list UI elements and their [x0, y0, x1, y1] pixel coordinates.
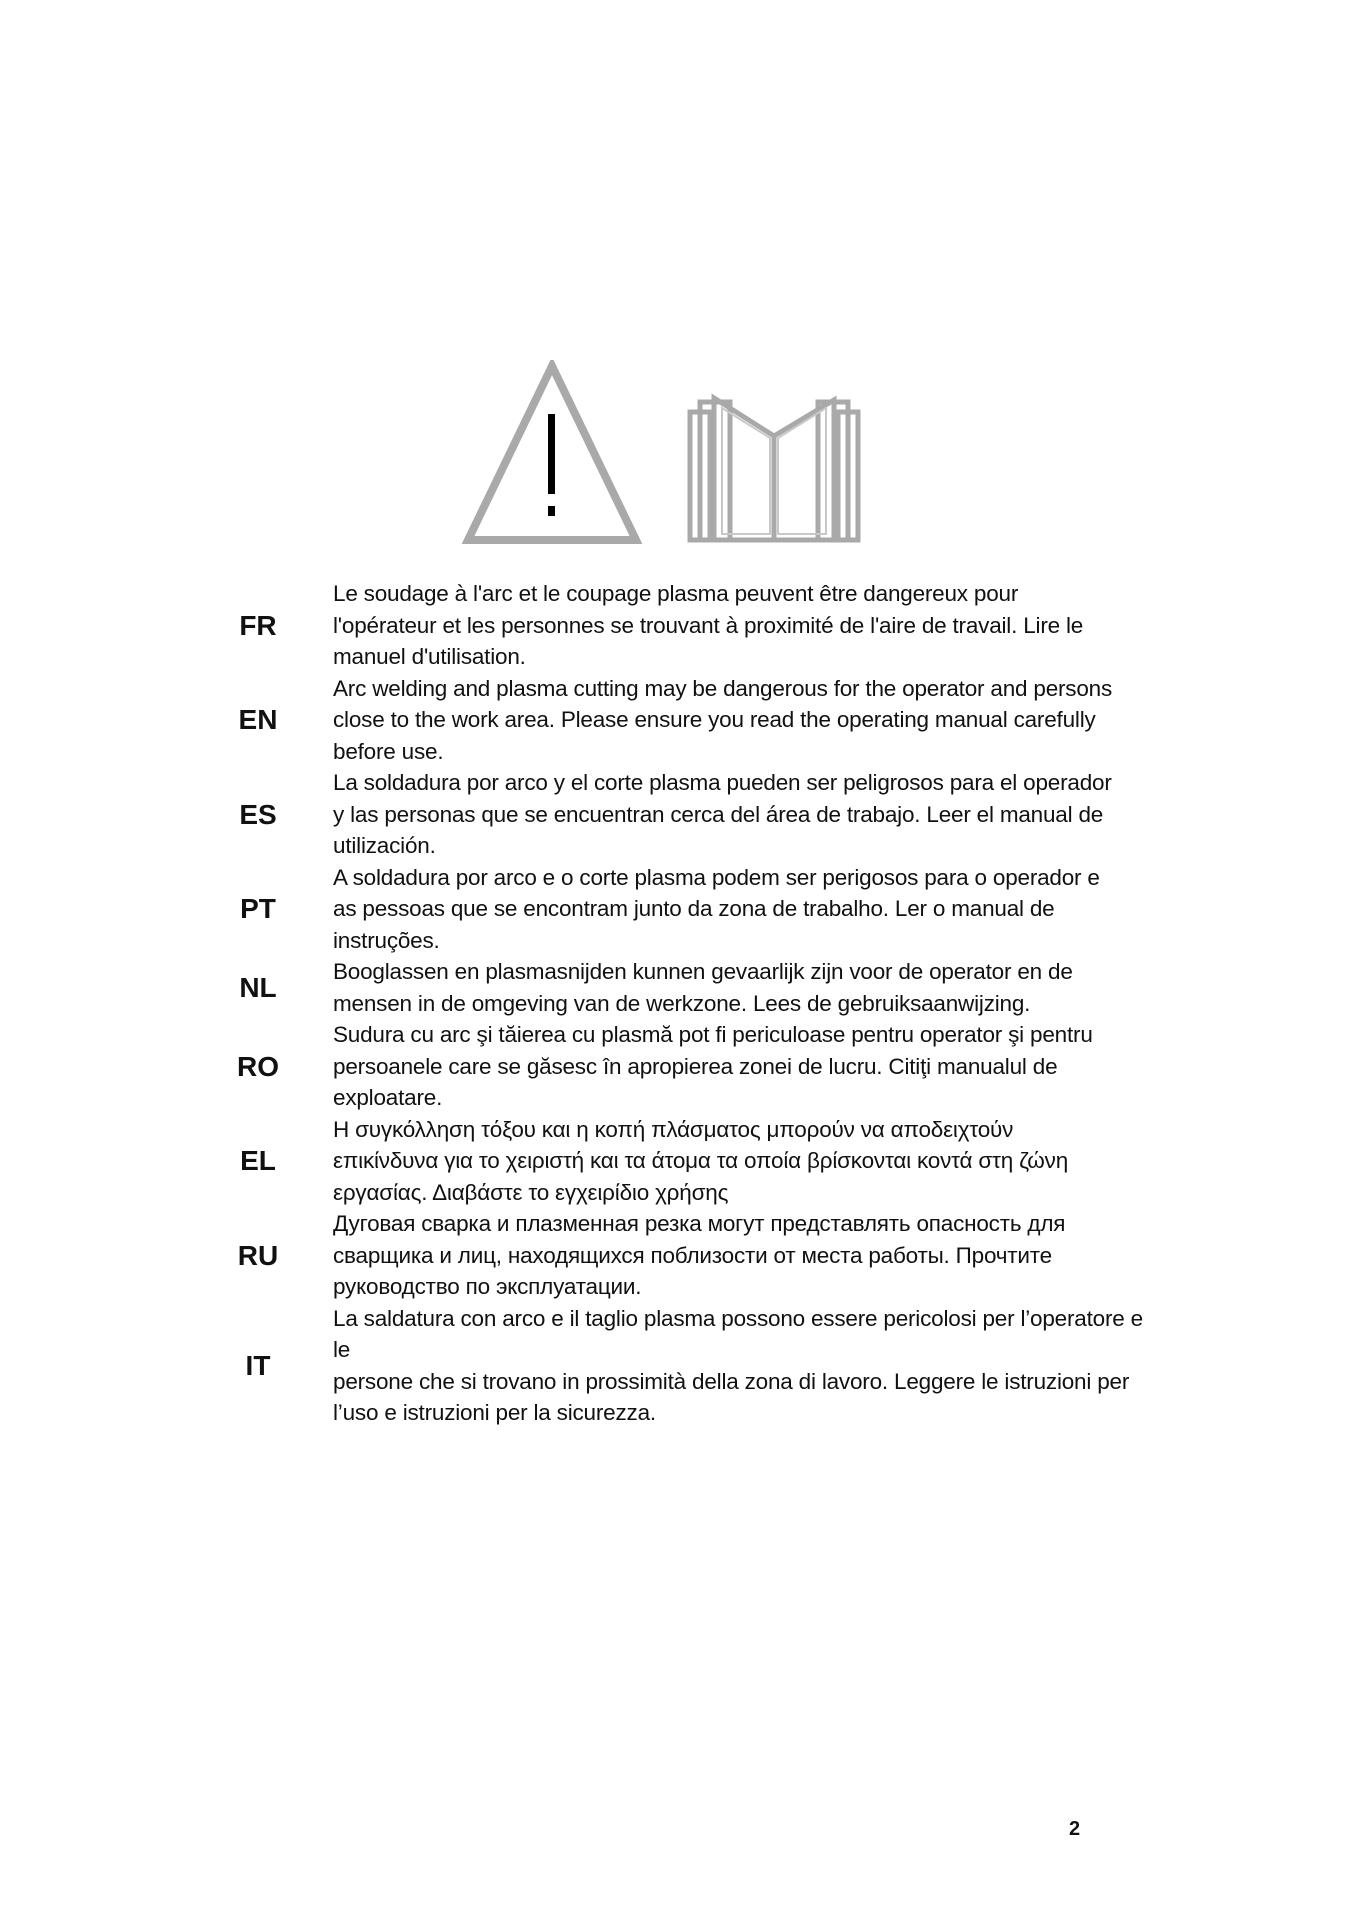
open-book-icon: [684, 360, 864, 544]
safety-icons: [462, 360, 882, 550]
lang-code: ES: [239, 798, 277, 830]
lang-text: Booglassen en plasmasnijden kunnen gevaarlijk zijn voor de operator en de mensen in de omgeving van de werkzone. Lees de gebruiksaanwijzing.: [333, 959, 1073, 1016]
lang-code: IT: [245, 1349, 271, 1381]
lang-code: PT: [240, 893, 276, 924]
lang-row: [0, 1303, 1360, 1429]
lang-code: FR: [239, 609, 277, 641]
lang-text: La saldatura con arco e il taglio plasma possono essere pericolosi per l’operatore e le persone che si trovano in prossimità della zona di lavoro. Leggere le istruzioni per l’uso e istruzioni per la sicurezza.: [333, 1305, 1143, 1425]
safety-notice-list: [0, 578, 1360, 1429]
lang-text: A soldadura por arco e o corte plasma podem ser perigosos para o operador e as pessoas que se encontram junto da zona de trabalho. Ler o manual de instruções.: [333, 864, 1100, 953]
lang-text: Дуговая сварка и плазменная резка могут представлять опасность для сварщика и лиц, находящихся поблизости от места работы. Прочтите руководство по эксплуатации.: [333, 1211, 1066, 1299]
lang-row: [0, 673, 1360, 768]
lang-text: Arc welding and plasma cutting may be dangerous for the operator and persons close to the work area. Please ensure you read the operating manual carefully before use.: [333, 675, 1113, 764]
lang-code: EN: [238, 704, 278, 735]
lang-row: [0, 956, 1360, 1019]
lang-row: [0, 1114, 1360, 1209]
lang-code: EL: [240, 1145, 276, 1176]
lang-code: RU: [237, 1239, 279, 1271]
lang-text: La soldadura por arco y el corte plasma pueden ser peligrosos para el operador y las personas que se encuentran cerca del área de trabajo. Leer el manual de utilización.: [333, 770, 1112, 858]
warning-triangle-icon: [462, 360, 642, 544]
page-number: 2: [1069, 1818, 1081, 1840]
lang-code: NL: [239, 971, 277, 1003]
lang-text: Le soudage à l'arc et le coupage plasma peuvent être dangereux pour l'opérateur et les personnes se trouvant à proximité de l'aire de travail. Lire le manuel d'utilisation.: [333, 581, 1084, 669]
lang-row: [0, 1208, 1360, 1303]
lang-text: Η συγκόλληση τόξου και η κοπή πλάσματος μπορούν να αποδειχτούν επικίνδυνα για το χειριστή και τα άτομα τα οποία βρίσκονται κοντά στη ζώνη εργασίας. Διαβάστε το εγχειρίδιο χρήσης: [333, 1116, 1069, 1205]
lang-text: Sudura cu arc şi tăierea cu plasmă pot fi periculoase pentru operator şi pentru persoanele care se găsesc în apropierea zonei de lucru. Citiţi manualul de exploatare.: [333, 1022, 1093, 1110]
lang-row: [0, 578, 1360, 673]
lang-row: [0, 862, 1360, 957]
lang-row: [0, 767, 1360, 862]
lang-code: RO: [237, 1050, 279, 1082]
lang-row: [0, 1019, 1360, 1114]
